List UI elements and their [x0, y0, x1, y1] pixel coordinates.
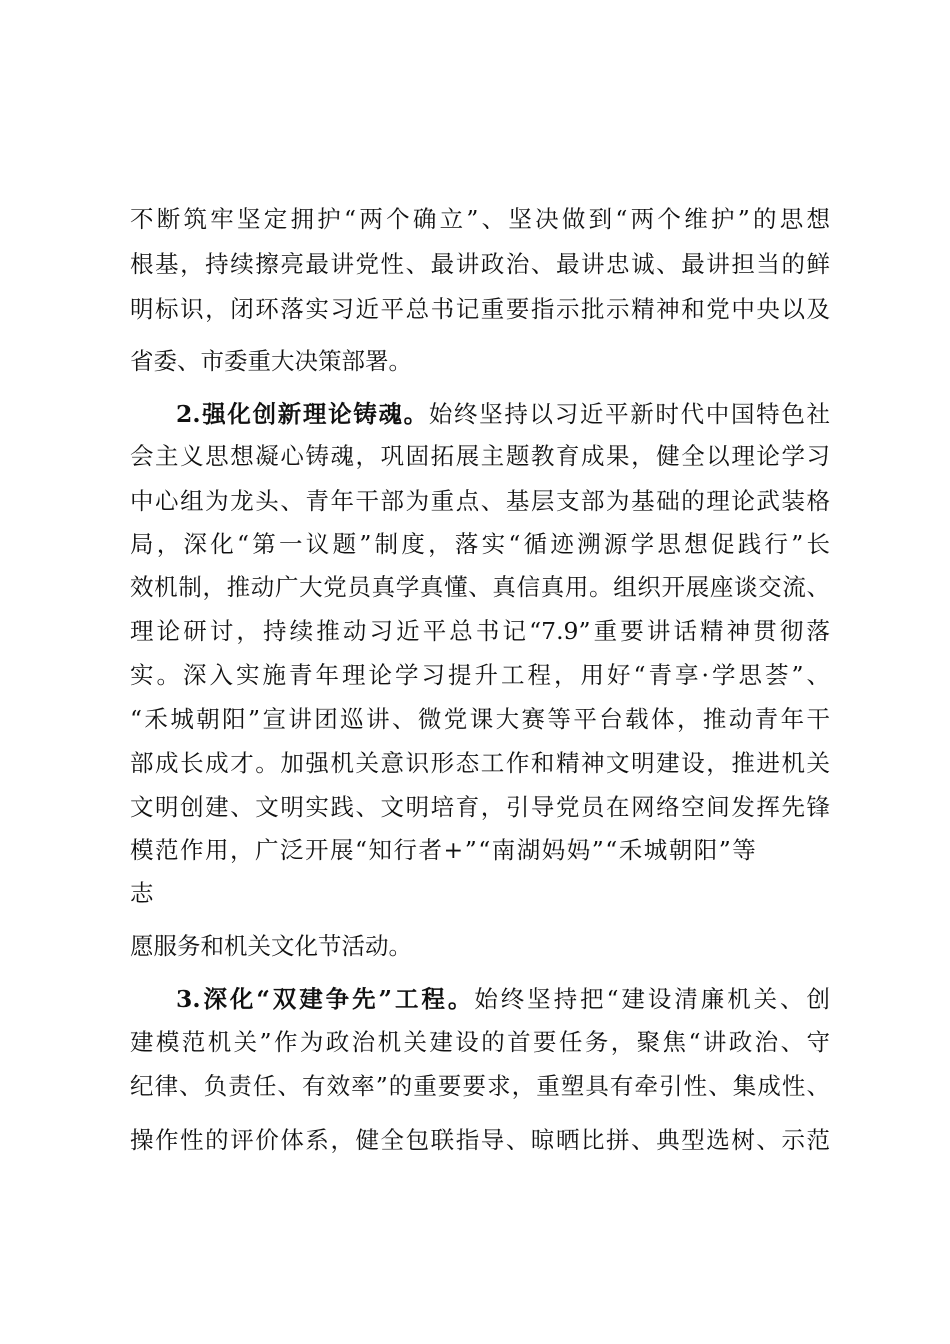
paragraph-line: “禾城朝阳”宣讲团巡讲、微党课大赛等平台载体，推动青年干	[130, 705, 830, 733]
paragraph-line: 实。深入实施青年理论学习提升工程，用好“青享·学思荟”、	[130, 661, 830, 689]
paragraph-line: 效机制，推动广大党员真学真懂、真信真用。组织开展座谈交流、	[130, 573, 830, 601]
section-3-first-line	[176, 983, 830, 1015]
section-3-text: 始终坚持把“建设清廉机关、创	[474, 985, 830, 1013]
paragraph-line: 省委、市委重大决策部署。	[130, 347, 412, 375]
paragraph-line: 不断筑牢坚定拥护“两个确立”、坚决做到“两个维护”的思想	[130, 205, 830, 233]
paragraph-line: 根基，持续擦亮最讲党性、最讲政治、最讲忠诚、最讲担当的鲜	[130, 250, 830, 278]
paragraph-line: 志	[130, 879, 154, 907]
section-3-heading: 3.深化“双建争先”工程。	[176, 985, 475, 1013]
paragraph-line: 中心组为龙头、青年干部为重点、基层支部为基础的理论武装格	[130, 487, 830, 515]
paragraph-line: 明标识，闭环落实习近平总书记重要指示批示精神和党中央以及	[130, 295, 830, 323]
paragraph-line: 会主义思想凝心铸魂，巩固拓展主题教育成果，健全以理论学习	[130, 442, 830, 470]
section-2-first-line	[176, 398, 830, 430]
section-2-text: 始终坚持以习近平新时代中国特色社	[428, 400, 830, 428]
paragraph-line: 模范作用，广泛开展“知行者+”“南湖妈妈”“禾城朝阳”等	[130, 836, 758, 864]
paragraph-line: 部成长成才。加强机关意识形态工作和精神文明建设，推进机关	[130, 749, 830, 777]
paragraph-line: 操作性的评价体系，健全包联指导、晾晒比拼、典型选树、示范	[130, 1126, 830, 1154]
paragraph-line: 文明创建、文明实践、文明培育，引导党员在网络空间发挥先锋	[130, 793, 830, 821]
paragraph-line: 纪律、负责任、有效率”的重要要求，重塑具有牵引性、集成性、	[130, 1072, 830, 1100]
paragraph-line: 局，深化“第一议题”制度，落实“循迹溯源学思想促践行”长	[130, 530, 830, 558]
paragraph-line: 理论研讨，持续推动习近平总书记“7.9”重要讲话精神贯彻落	[130, 617, 830, 645]
paragraph-line: 建模范机关”作为政治机关建设的首要任务，聚焦“讲政治、守	[130, 1028, 830, 1056]
paragraph-line: 愿服务和机关文化节活动。	[130, 932, 412, 960]
section-2-heading: 2.强化创新理论铸魂。	[176, 400, 429, 428]
